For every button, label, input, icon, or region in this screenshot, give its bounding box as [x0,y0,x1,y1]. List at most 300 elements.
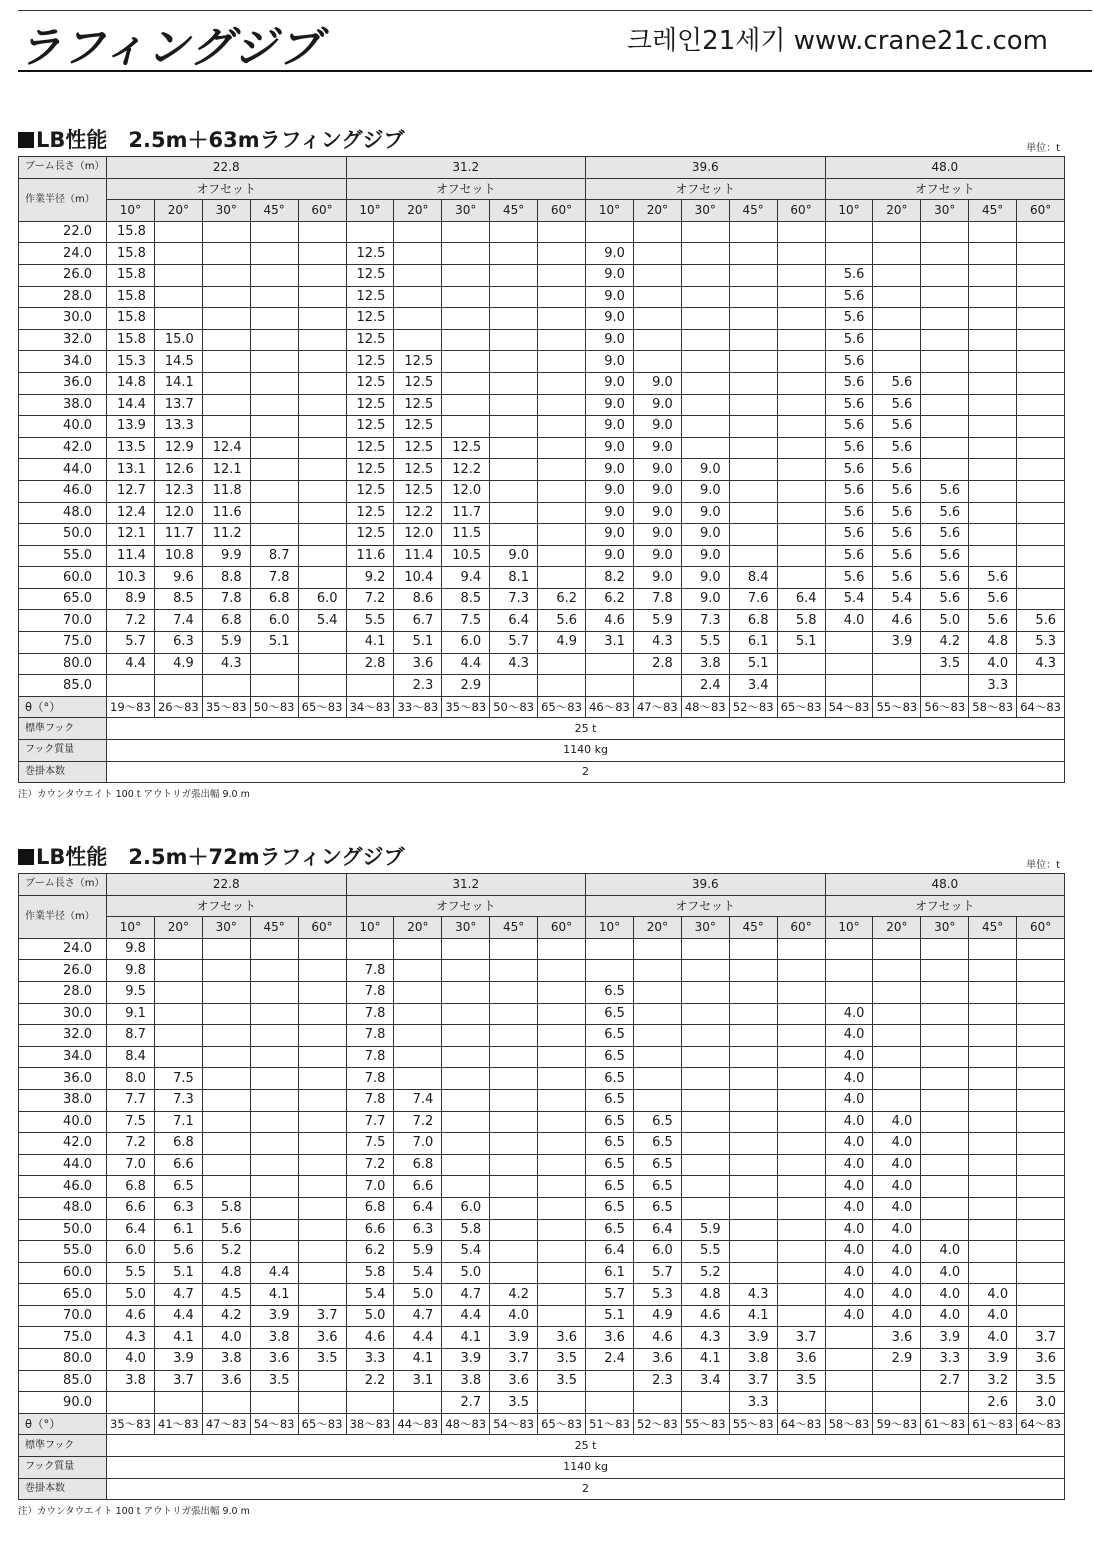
capacity-cell: 5.2 [202,1241,250,1263]
table-row [19,1241,1065,1263]
capacity-cell [729,981,777,1003]
radius-value: 60.0 [19,1262,107,1284]
capacity-cell [873,351,921,373]
capacity-cell [969,308,1017,330]
offset-angle: 20° [633,917,681,939]
offset-angle: 20° [394,917,442,939]
capacity-cell [777,545,825,567]
capacity-cell: 5.4 [873,588,921,610]
capacity-cell: 7.5 [107,1111,155,1133]
capacity-cell [633,329,681,351]
capacity-cell [202,1392,250,1414]
capacity-cell: 4.4 [250,1262,298,1284]
offset-label: オフセット [825,895,1065,917]
capacity-cell [394,1003,442,1025]
capacity-cell: 6.2 [346,1241,394,1263]
capacity-cell: 2.2 [346,1370,394,1392]
capacity-cell [633,264,681,286]
capacity-cell: 8.8 [202,567,250,589]
capacity-cell: 11.4 [107,545,155,567]
capacity-cell [298,632,346,654]
capacity-cell [298,221,346,243]
capacity-cell [681,1003,729,1025]
capacity-cell [681,394,729,416]
capacity-cell [154,938,202,960]
capacity-cell: 4.0 [969,1327,1017,1349]
table-row [19,308,1065,330]
capacity-cell [777,480,825,502]
capacity-cell: 5.4 [298,610,346,632]
capacity-cell: 6.0 [633,1241,681,1263]
capacity-cell [729,1068,777,1090]
capacity-cell: 11.2 [202,524,250,546]
capacity-cell [729,1046,777,1068]
capacity-cell: 9.5 [107,981,155,1003]
radius-value: 38.0 [19,394,107,416]
capacity-cell [729,221,777,243]
capacity-cell: 3.7 [729,1370,777,1392]
capacity-cell [777,221,825,243]
capacity-cell [298,437,346,459]
capacity-cell [250,437,298,459]
capacity-cell: 5.9 [394,1241,442,1263]
capacity-cell: 15.8 [107,243,155,265]
capacity-cell: 3.6 [490,1370,538,1392]
capacity-cell: 12.5 [346,372,394,394]
capacity-cell [202,264,250,286]
capacity-cell: 3.6 [394,653,442,675]
radius-value: 85.0 [19,1370,107,1392]
capacity-cell [921,960,969,982]
capacity-cell [969,524,1017,546]
capacity-cell [490,1241,538,1263]
table-row [19,524,1065,546]
capacity-cell [969,1133,1017,1155]
capacity-cell: 7.6 [729,588,777,610]
table-row [19,437,1065,459]
capacity-cell [346,1392,394,1414]
capacity-cell: 4.3 [1017,653,1065,675]
capacity-cell [202,221,250,243]
capacity-cell: 12.5 [346,416,394,438]
hook-mass-value: 1140 kg [107,1457,1065,1479]
capacity-cell: 5.6 [873,372,921,394]
capacity-cell: 13.1 [107,459,155,481]
table-row [19,416,1065,438]
capacity-cell: 3.9 [490,1327,538,1349]
capacity-cell: 9.0 [633,372,681,394]
table-row [19,1327,1065,1349]
capacity-cell: 4.4 [107,653,155,675]
capacity-cell: 3.9 [154,1349,202,1371]
top-rule [18,10,1092,11]
offset-label: オフセット [107,895,347,917]
capacity-cell: 8.9 [107,588,155,610]
capacity-cell: 12.5 [394,459,442,481]
section-title-text: LB性能 2.5m＋63mラフィングジブ [36,128,405,152]
capacity-cell [250,524,298,546]
angle-row [19,917,1065,939]
capacity-cell [538,1025,586,1047]
capacity-cell [921,1219,969,1241]
capacity-cell: 9.8 [107,938,155,960]
capacity-cell [250,308,298,330]
capacity-cell: 9.0 [586,264,634,286]
capacity-cell [490,286,538,308]
capacity-cell [538,1068,586,1090]
section-title [18,124,404,154]
capacity-cell [921,1089,969,1111]
capacity-cell [921,938,969,960]
capacity-cell [250,502,298,524]
capacity-cell: 5.6 [873,437,921,459]
capacity-cell [538,1154,586,1176]
capacity-cell [777,329,825,351]
capacity-cell [873,1370,921,1392]
capacity-cell [921,1197,969,1219]
capacity-cell [154,960,202,982]
capacity-cell: 12.5 [394,437,442,459]
radius-value: 48.0 [19,1197,107,1219]
capacity-cell [538,329,586,351]
capacity-cell [969,1068,1017,1090]
capacity-cell [250,351,298,373]
capacity-cell [490,1219,538,1241]
capacity-cell: 7.4 [154,610,202,632]
capacity-cell [298,1111,346,1133]
capacity-cell [490,1111,538,1133]
capacity-cell: 13.3 [154,416,202,438]
capacity-cell [202,1154,250,1176]
capacity-cell [154,264,202,286]
capacity-cell: 3.6 [250,1349,298,1371]
capacity-cell [1017,938,1065,960]
capacity-cell [442,1025,490,1047]
capacity-cell: 6.6 [107,1197,155,1219]
capacity-cell: 4.0 [825,1154,873,1176]
capacity-cell: 12.5 [346,524,394,546]
boom-length-label: ブーム長さ（m） [19,874,107,896]
capacity-cell [586,1370,634,1392]
standard-hook-row [19,1435,1065,1457]
page-title: ラフィングジブ [18,23,322,73]
standard-hook-row [19,718,1065,740]
capacity-cell: 12.5 [346,243,394,265]
capacity-cell [921,416,969,438]
capacity-cell [873,221,921,243]
capacity-cell: 12.5 [394,480,442,502]
capacity-cell [777,308,825,330]
radius-label: 作業半径（m） [19,895,107,938]
capacity-cell: 6.6 [346,1219,394,1241]
offset-angle: 60° [777,200,825,222]
capacity-cell: 5.4 [442,1241,490,1263]
capacity-cell [1017,1111,1065,1133]
capacity-cell: 5.9 [633,610,681,632]
table-row [19,264,1065,286]
capacity-cell [1017,329,1065,351]
capacity-cell [681,1392,729,1414]
capacity-cell: 2.7 [921,1370,969,1392]
capacity-cell [490,416,538,438]
capacity-cell [298,938,346,960]
capacity-cell [921,1003,969,1025]
capacity-cell: 13.5 [107,437,155,459]
capacity-cell: 8.7 [107,1025,155,1047]
capacity-cell: 5.6 [873,416,921,438]
capacity-cell [538,221,586,243]
capacity-cell [298,1392,346,1414]
capacity-cell [490,459,538,481]
capacity-cell: 5.1 [586,1305,634,1327]
capacity-cell: 11.4 [394,545,442,567]
capacity-cell: 4.0 [825,1284,873,1306]
capacity-cell [490,960,538,982]
table-row [19,394,1065,416]
radius-value: 30.0 [19,1003,107,1025]
capacity-cell [777,981,825,1003]
capacity-cell: 11.7 [442,502,490,524]
table-row [19,545,1065,567]
radius-value: 36.0 [19,372,107,394]
capacity-cell [394,981,442,1003]
radius-value: 70.0 [19,1305,107,1327]
capacity-cell: 2.6 [969,1392,1017,1414]
capacity-cell [298,308,346,330]
capacity-cell [873,1025,921,1047]
capacity-cell [633,1003,681,1025]
radius-value: 38.0 [19,1089,107,1111]
capacity-cell [442,1068,490,1090]
capacity-cell [538,394,586,416]
capacity-cell: 14.1 [154,372,202,394]
capacity-cell: 5.6 [825,437,873,459]
capacity-cell [1017,480,1065,502]
capacity-cell [777,1284,825,1306]
site-credit: 크레인21세기 www.crane21c.com [626,26,1048,56]
boom-length-row [19,874,1065,896]
capacity-cell [969,502,1017,524]
capacity-cell: 12.0 [154,502,202,524]
capacity-cell: 4.0 [825,1241,873,1263]
capacity-cell: 5.6 [825,567,873,589]
standard-hook-value: 25 t [107,1435,1065,1457]
capacity-cell: 5.1 [394,632,442,654]
capacity-cell [586,653,634,675]
capacity-cell [442,1133,490,1155]
boom-angle-range: 58〜83 [825,1413,873,1435]
offset-angle: 30° [681,917,729,939]
capacity-cell [729,524,777,546]
capacity-cell: 9.0 [586,372,634,394]
capacity-cell: 8.4 [107,1046,155,1068]
capacity-cell [873,938,921,960]
capacity-cell: 9.0 [586,437,634,459]
capacity-cell: 3.6 [777,1349,825,1371]
capacity-cell [394,1392,442,1414]
boom-length-2: 39.6 [586,874,826,896]
capacity-cell: 5.7 [107,632,155,654]
capacity-cell [442,264,490,286]
capacity-cell: 5.4 [394,1262,442,1284]
capacity-cell [825,1370,873,1392]
capacity-cell [202,675,250,697]
capacity-cell: 5.6 [825,502,873,524]
capacity-cell: 4.3 [490,653,538,675]
capacity-cell [969,938,1017,960]
capacity-cell: 11.6 [202,502,250,524]
capacity-cell [490,1003,538,1025]
capacity-cell [538,416,586,438]
capacity-cell: 12.5 [346,502,394,524]
capacity-cell [873,1089,921,1111]
capacity-cell [154,1046,202,1068]
capacity-cell [1017,243,1065,265]
capacity-cell [586,938,634,960]
capacity-cell: 12.5 [394,351,442,373]
capacity-cell: 4.0 [825,1111,873,1133]
table-row [19,480,1065,502]
offset-label: オフセット [346,178,586,200]
capacity-cell: 4.0 [873,1305,921,1327]
capacity-cell: 5.6 [921,567,969,589]
capacity-cell [490,394,538,416]
table-row [19,1133,1065,1155]
capacity-cell [538,524,586,546]
radius-value: 28.0 [19,981,107,1003]
capacity-cell: 5.6 [873,567,921,589]
capacity-cell: 2.3 [394,675,442,697]
boom-length-3: 48.0 [825,874,1065,896]
capacity-cell: 12.4 [107,502,155,524]
radius-value: 85.0 [19,675,107,697]
table-row [19,1305,1065,1327]
capacity-cell [633,1392,681,1414]
capacity-cell [538,1197,586,1219]
capacity-cell [873,653,921,675]
boom-angle-range: 51〜83 [586,1413,634,1435]
capacity-cell: 9.0 [586,416,634,438]
capacity-cell: 6.1 [586,1262,634,1284]
capacity-cell [538,567,586,589]
boom-length-2: 39.6 [586,157,826,179]
capacity-cell [586,1392,634,1414]
capacity-cell [202,372,250,394]
boom-length-1: 31.2 [346,874,586,896]
capacity-cell [1017,1068,1065,1090]
hook-mass-label: フック質量 [19,740,107,762]
capacity-cell [681,264,729,286]
capacity-cell [1017,1241,1065,1263]
capacity-cell: 4.3 [633,632,681,654]
capacity-cell [777,1241,825,1263]
offset-angle: 45° [250,917,298,939]
capacity-cell [681,221,729,243]
offset-angle: 30° [921,200,969,222]
capacity-cell: 5.0 [107,1284,155,1306]
capacity-cell: 4.0 [825,1089,873,1111]
boom-angle-range: 33〜83 [394,696,442,718]
capacity-cell: 5.2 [681,1262,729,1284]
capacity-cell [921,1133,969,1155]
capacity-cell [490,221,538,243]
capacity-cell: 7.2 [107,610,155,632]
capacity-cell: 9.0 [586,308,634,330]
capacity-cell [1017,416,1065,438]
capacity-cell: 12.1 [107,524,155,546]
capacity-cell: 4.0 [969,653,1017,675]
title-rule [18,70,1092,72]
capacity-cell: 4.0 [490,1305,538,1327]
capacity-cell [921,1068,969,1090]
capacity-cell [298,545,346,567]
capacity-cell: 7.2 [107,1133,155,1155]
capacity-cell [250,329,298,351]
table-row [19,1046,1065,1068]
capacity-cell [250,1133,298,1155]
radius-value: 55.0 [19,545,107,567]
capacity-cell: 15.8 [107,286,155,308]
table-row [19,329,1065,351]
capacity-cell [969,1262,1017,1284]
capacity-cell: 7.3 [490,588,538,610]
boom-angle-range: 48〜83 [442,1413,490,1435]
capacity-cell [154,675,202,697]
capacity-cell: 9.4 [442,567,490,589]
capacity-cell: 4.0 [921,1305,969,1327]
capacity-cell [202,351,250,373]
capacity-cell: 4.1 [681,1349,729,1371]
boom-length-label: ブーム長さ（m） [19,157,107,179]
capacity-cell: 6.5 [586,1003,634,1025]
capacity-cell: 4.7 [442,1284,490,1306]
capacity-cell: 9.8 [107,960,155,982]
capacity-cell [825,960,873,982]
capacity-cell: 3.9 [250,1305,298,1327]
capacity-cell [921,243,969,265]
capacity-cell: 5.6 [921,502,969,524]
capacity-cell [298,372,346,394]
capacity-cell: 12.6 [154,459,202,481]
capacity-cell [969,1219,1017,1241]
capacity-cell: 9.0 [633,480,681,502]
boom-angle-range: 34〜83 [346,696,394,718]
capacity-cell: 5.6 [825,351,873,373]
capacity-cell [729,416,777,438]
capacity-cell [250,243,298,265]
capacity-cell: 6.6 [154,1154,202,1176]
capacity-cell: 7.7 [346,1111,394,1133]
capacity-cell: 3.3 [729,1392,777,1414]
capacity-cell: 11.8 [202,480,250,502]
capacity-cell: 4.0 [873,1176,921,1198]
capacity-cell [1017,394,1065,416]
capacity-cell [633,286,681,308]
capacity-cell: 6.5 [586,1219,634,1241]
capacity-cell [298,1197,346,1219]
boom-angle-range: 19〜83 [107,696,155,718]
boom-angle-range: 47〜83 [202,1413,250,1435]
capacity-cell: 9.0 [490,545,538,567]
capacity-cell [250,286,298,308]
capacity-cell [1017,960,1065,982]
capacity-cell: 4.0 [825,1262,873,1284]
offset-angle: 45° [969,200,1017,222]
capacity-cell [154,221,202,243]
capacity-cell: 5.8 [777,610,825,632]
capacity-cell [969,981,1017,1003]
capacity-cell [298,459,346,481]
